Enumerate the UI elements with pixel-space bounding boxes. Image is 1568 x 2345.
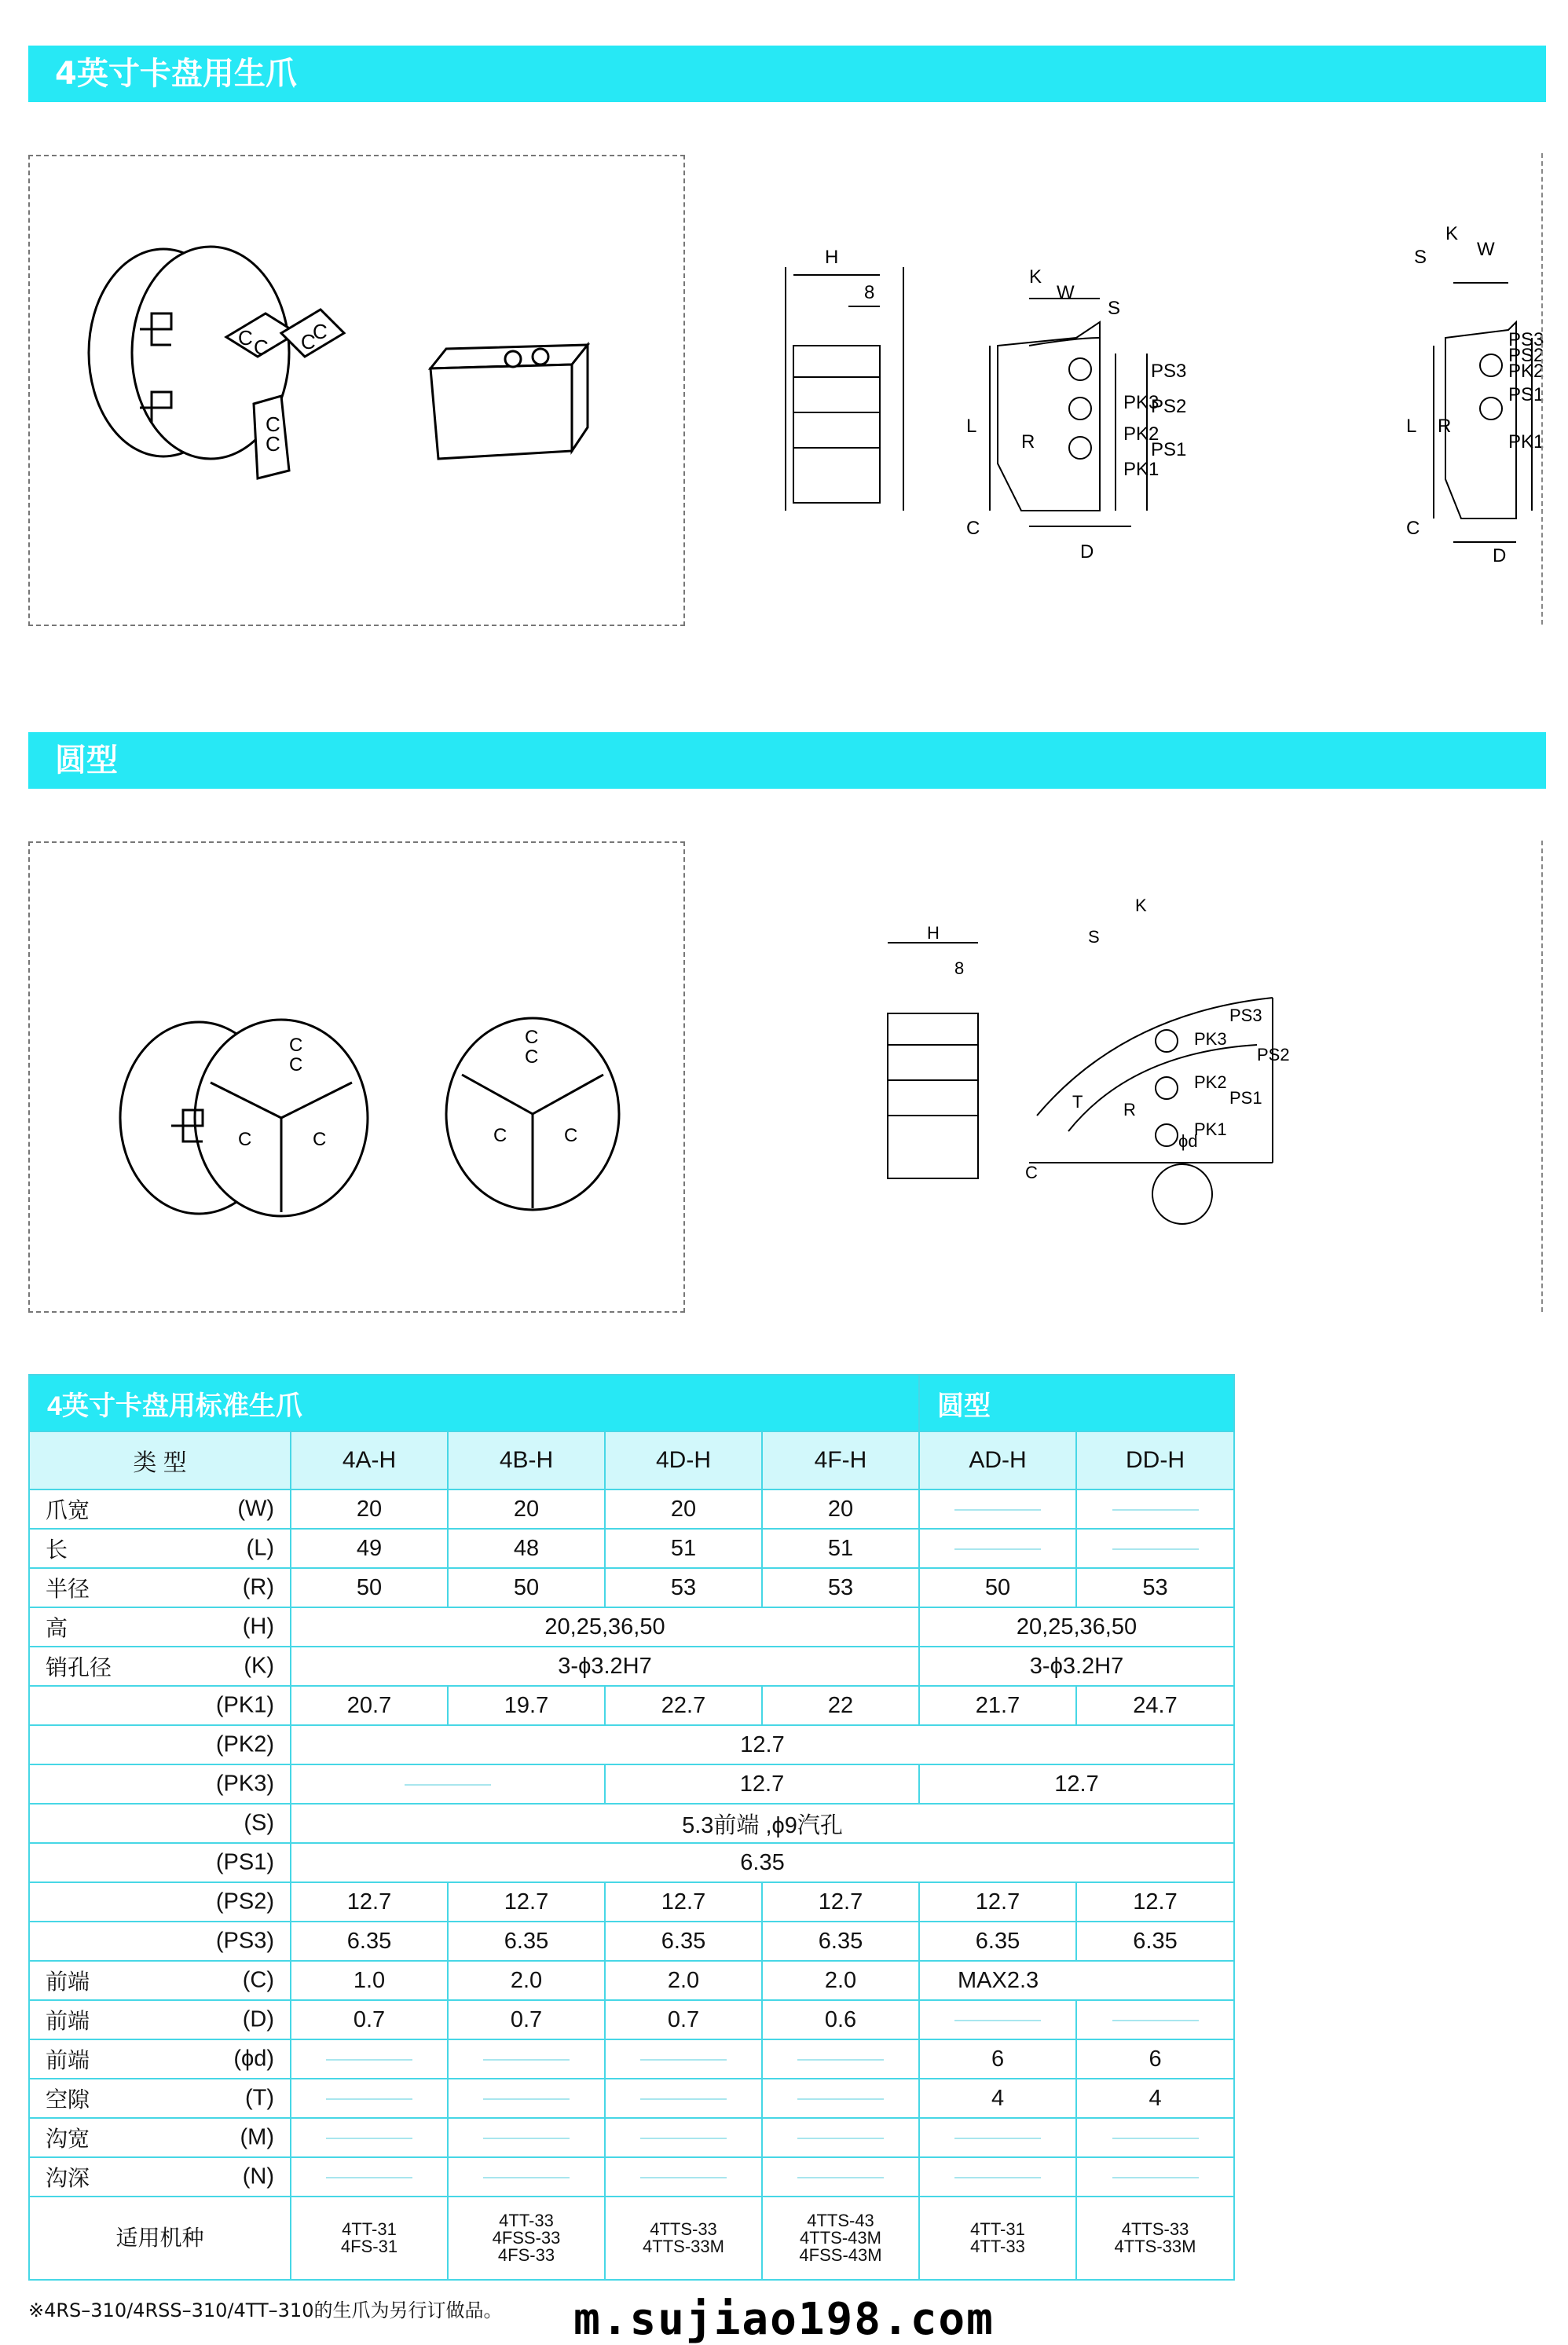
cell-empty <box>291 2039 448 2079</box>
machines-cell <box>1076 2197 1234 2280</box>
dim-k: K <box>1029 266 1042 288</box>
machine-model: 4FSS-43M <box>799 2245 882 2265</box>
cell: 12.7 <box>762 1882 919 1922</box>
cell: 53 <box>1076 1568 1234 1607</box>
cell-empty <box>291 2118 448 2157</box>
dim-ps3: PS3 <box>1151 361 1187 382</box>
dim-ps2: PS2 <box>1508 345 1544 366</box>
dim-d: D <box>1493 545 1507 566</box>
cell: 6.35 <box>291 1843 1234 1882</box>
table-row <box>29 1686 1234 1725</box>
cell: 12.7 <box>1076 1882 1234 1922</box>
dim-r: R <box>1123 1100 1136 1119</box>
machines-cell <box>448 2197 605 2280</box>
machine-model: 4TTS-33M <box>643 2237 724 2256</box>
dim-l: L <box>966 416 977 437</box>
table-row <box>29 1961 1234 2000</box>
table-row <box>29 2157 1234 2197</box>
jaw-illustration <box>30 156 683 625</box>
dim-k: K <box>1135 896 1147 915</box>
table-row <box>29 1922 1234 1961</box>
dim-l: L <box>1406 416 1417 437</box>
table-header-standard: 4英寸卡盘用标准生爪 <box>29 1375 919 1431</box>
cell: 6.35 <box>605 1922 762 1961</box>
row-symbol: (R) <box>242 1574 274 1600</box>
row-symbol: (PS2) <box>215 1889 274 1914</box>
table-row <box>29 2118 1234 2157</box>
table-row <box>29 1725 1234 1764</box>
table-row <box>29 2039 1234 2079</box>
cell-empty <box>448 2079 605 2118</box>
dim-c: C <box>966 518 980 539</box>
cell: 20,25,36,50 <box>919 1607 1234 1647</box>
round-jaw-illustration <box>30 843 683 1311</box>
cell: 2.0 <box>605 1961 762 2000</box>
machine-model: 4TTS-33M <box>1114 2237 1196 2256</box>
cell: 4 <box>919 2079 1076 2118</box>
dim-pk3: PK3 <box>1123 392 1160 413</box>
dim-8: 8 <box>864 282 875 303</box>
cc-mark: C <box>301 330 316 354</box>
row-label: 半径 <box>46 1576 90 1602</box>
cell-empty <box>919 1529 1076 1568</box>
dim-d: D <box>1080 541 1094 562</box>
machine-model: 4TTS-33 <box>650 2219 717 2239</box>
dim-pk1: PK1 <box>1508 431 1544 453</box>
cell: 19.7 <box>448 1686 605 1725</box>
cell: 49 <box>291 1529 448 1568</box>
row-label: 爪宽 <box>46 1497 90 1523</box>
dim-pk1: PK1 <box>1194 1119 1227 1139</box>
dim-t: T <box>1072 1092 1083 1112</box>
cc-mark: C <box>266 412 280 436</box>
cell-empty <box>762 2079 919 2118</box>
cc-mark: C <box>238 326 253 350</box>
machines-cell <box>919 2197 1076 2280</box>
type-4d-h: 4D-H <box>605 1431 762 1489</box>
cc-mark: C <box>289 1035 303 1056</box>
section-title-round <box>28 732 1546 789</box>
cell: 12.7 <box>919 1764 1234 1804</box>
cell-empty <box>1076 2000 1234 2039</box>
machines-cell <box>291 2197 448 2280</box>
machine-model: 4TT-33 <box>970 2237 1025 2256</box>
cell: 12.7 <box>291 1725 1234 1764</box>
cell-empty <box>605 2157 762 2197</box>
dim-pk2: PK2 <box>1194 1072 1227 1092</box>
machine-model: 4FS-33 <box>497 2245 555 2265</box>
cc-mark: C <box>493 1125 507 1146</box>
row-symbol: (D) <box>242 2006 274 2032</box>
cc-mark: C <box>313 1129 327 1150</box>
cell-empty <box>1076 1489 1234 1529</box>
cell: 0.7 <box>448 2000 605 2039</box>
table-row <box>29 1529 1234 1568</box>
row-symbol: (PS3) <box>215 1928 274 1954</box>
dim-pk1: PK1 <box>1123 459 1160 480</box>
dim-s: S <box>1108 298 1121 319</box>
table-row <box>29 1882 1234 1922</box>
cell: 6 <box>1076 2039 1234 2079</box>
cell: 6.35 <box>1076 1922 1234 1961</box>
row-symbol: (M) <box>240 2124 274 2150</box>
cell: 6 <box>919 2039 1076 2079</box>
cell-empty <box>605 2079 762 2118</box>
cell: 50 <box>919 1568 1076 1607</box>
cc-mark: C <box>313 320 328 343</box>
jaw-illustration-box <box>28 155 685 626</box>
cc-mark: C <box>564 1125 578 1146</box>
spec-table <box>28 1374 1235 2281</box>
row-label: 前端 <box>46 1969 90 1995</box>
cell: 12.7 <box>291 1882 448 1922</box>
cell: 0.6 <box>762 2000 919 2039</box>
footnote: ※4RS–310/4RSS–310/4TT–310的生爪为另行订做品。 <box>28 2299 503 2321</box>
cell: 51 <box>605 1529 762 1568</box>
dim-pk3: PK3 <box>1194 1029 1227 1049</box>
dim-s: S <box>1088 927 1100 947</box>
cell-empty <box>919 2157 1076 2197</box>
cell-empty <box>605 2118 762 2157</box>
table-row <box>29 1804 1234 1843</box>
machine-model: 4TT-33 <box>499 2211 554 2230</box>
cell: 51 <box>762 1529 919 1568</box>
cell-empty <box>762 2157 919 2197</box>
cell-empty <box>291 2079 448 2118</box>
cell: 3-ϕ3.2H7 <box>291 1647 919 1686</box>
row-symbol: (ϕd) <box>233 2046 274 2072</box>
cell: 20,25,36,50 <box>291 1607 919 1647</box>
cell-empty <box>448 2039 605 2079</box>
cell: 12.7 <box>605 1764 919 1804</box>
cell: 2.0 <box>448 1961 605 2000</box>
row-label: 前端 <box>46 2047 90 2073</box>
type-ad-h: AD-H <box>919 1431 1076 1489</box>
table-row <box>29 1489 1234 1529</box>
row-label: 销孔径 <box>46 1654 112 1680</box>
dim-pk2: PK2 <box>1123 423 1160 445</box>
row-symbol: (N) <box>242 2164 274 2189</box>
round-jaw-dimension-drawing <box>864 880 1335 1288</box>
row-label: 前端 <box>46 2008 90 2034</box>
machines-cell <box>762 2197 919 2280</box>
table-row <box>29 1607 1234 1647</box>
cell: 6.35 <box>919 1922 1076 1961</box>
dim-ps2: PS2 <box>1151 396 1187 417</box>
cc-mark: C <box>254 335 269 359</box>
cc-mark: C <box>238 1129 252 1150</box>
dim-ps3: PS3 <box>1229 1006 1262 1025</box>
cell: 22.7 <box>605 1686 762 1725</box>
cell: 48 <box>448 1529 605 1568</box>
dim-h: H <box>927 923 940 943</box>
type-4b-h: 4B-H <box>448 1431 605 1489</box>
cell: 50 <box>448 1568 605 1607</box>
cell: 6.35 <box>448 1922 605 1961</box>
page-edge-dashline <box>1541 841 1543 1312</box>
cell: 50 <box>291 1568 448 1607</box>
cell-empty <box>762 2118 919 2157</box>
cell-empty <box>762 2039 919 2079</box>
table-row <box>29 1568 1234 1607</box>
table-header-round: 圆型 <box>919 1375 1234 1431</box>
row-symbol: (L) <box>246 1535 274 1561</box>
machine-model: 4TTS-33 <box>1121 2219 1189 2239</box>
type-label: 类 型 <box>29 1431 291 1489</box>
cell: 12.7 <box>605 1882 762 1922</box>
table-row <box>29 2079 1234 2118</box>
row-symbol: (PK1) <box>215 1692 274 1718</box>
type-dd-h: DD-H <box>1076 1431 1234 1489</box>
row-symbol: (K) <box>244 1653 274 1679</box>
cc-mark: C <box>525 1027 539 1048</box>
row-label: 沟深 <box>46 2165 90 2191</box>
dim-c: C <box>1025 1163 1038 1182</box>
dim-ps1: PS1 <box>1229 1088 1262 1108</box>
page-edge-dashline <box>1541 153 1543 625</box>
dim-ps1: PS1 <box>1508 384 1544 405</box>
cell: 0.7 <box>291 2000 448 2039</box>
cell-empty <box>448 2157 605 2197</box>
cell: 4 <box>1076 2079 1234 2118</box>
dim-8: 8 <box>954 958 965 978</box>
section-title-jaws <box>28 46 1546 102</box>
cell: 24.7 <box>1076 1686 1234 1725</box>
row-label: 长 <box>46 1537 68 1563</box>
cell-empty <box>1076 1529 1234 1568</box>
cell-empty <box>919 2000 1076 2039</box>
cell: 6.35 <box>762 1922 919 1961</box>
cell: 53 <box>762 1568 919 1607</box>
row-symbol: (H) <box>242 1614 274 1640</box>
type-4f-h: 4F-H <box>762 1431 919 1489</box>
cell: 12.7 <box>919 1882 1076 1922</box>
cell-empty <box>291 1764 605 1804</box>
cell: 53 <box>605 1568 762 1607</box>
dim-phid: ϕd <box>1178 1131 1198 1151</box>
dim-ps3: PS3 <box>1508 329 1544 350</box>
machines-label: 适用机种 <box>29 2197 291 2280</box>
cc-mark: C <box>525 1046 539 1068</box>
watermark-url: m.sujiao198.com <box>573 2294 995 2345</box>
row-symbol: (S) <box>244 1810 274 1836</box>
table-row <box>29 1647 1234 1686</box>
machine-model: 4TTS-43 <box>807 2211 874 2230</box>
cell-empty <box>919 1489 1076 1529</box>
row-symbol: (PK3) <box>215 1771 274 1797</box>
cell: 20 <box>448 1489 605 1529</box>
row-symbol: (PK2) <box>215 1731 274 1757</box>
dim-k: K <box>1445 223 1459 244</box>
cell: 20 <box>291 1489 448 1529</box>
table-row <box>29 2000 1234 2039</box>
dim-w: W <box>1057 282 1075 303</box>
machine-model: 4TTS-43M <box>800 2228 881 2248</box>
section-title-text: 4英寸卡盘用生爪 <box>55 56 297 92</box>
cell: MAX2.3 <box>919 1961 1234 2000</box>
cell-empty <box>1076 2118 1234 2157</box>
dim-r: R <box>1438 416 1452 437</box>
dim-r: R <box>1021 431 1035 453</box>
cell: 20 <box>762 1489 919 1529</box>
dim-pk2: PK2 <box>1508 361 1544 382</box>
cell: 20 <box>605 1489 762 1529</box>
dim-h: H <box>825 247 839 268</box>
row-symbol: (T) <box>244 2085 274 2111</box>
table-row <box>29 2197 1234 2280</box>
row-label: 沟宽 <box>46 2126 90 2152</box>
machines-cell <box>605 2197 762 2280</box>
table-row <box>29 1843 1234 1882</box>
cell-empty <box>448 2118 605 2157</box>
cell: 6.35 <box>291 1922 448 1961</box>
row-symbol: (W) <box>237 1496 274 1522</box>
cell: 20.7 <box>291 1686 448 1725</box>
cell: 2.0 <box>762 1961 919 2000</box>
cell: 12.7 <box>448 1882 605 1922</box>
cell-empty <box>1076 2157 1234 2197</box>
row-symbol: (C) <box>242 1967 274 1993</box>
cell: 5.3前端 ,ϕ9汽孔 <box>291 1804 1234 1843</box>
dim-w: W <box>1477 239 1495 260</box>
cell-empty <box>919 2118 1076 2157</box>
cell: 22 <box>762 1686 919 1725</box>
row-label: 空隙 <box>46 2087 90 2112</box>
cc-mark: C <box>266 432 280 456</box>
cell-empty <box>291 2157 448 2197</box>
round-jaw-illustration-box <box>28 841 685 1313</box>
type-4a-h: 4A-H <box>291 1431 448 1489</box>
row-label: 高 <box>46 1615 68 1641</box>
cell: 3-ϕ3.2H7 <box>919 1647 1234 1686</box>
machine-model: 4FS-31 <box>340 2237 398 2256</box>
dim-ps2: PS2 <box>1257 1045 1290 1064</box>
jaw-dimension-drawings <box>770 196 1544 605</box>
cell: 21.7 <box>919 1686 1076 1725</box>
row-symbol: (PS1) <box>215 1849 274 1875</box>
dim-ps1: PS1 <box>1151 439 1187 460</box>
machine-model: 4TT-31 <box>342 2219 397 2239</box>
dim-s: S <box>1414 247 1427 268</box>
table-row <box>29 1764 1234 1804</box>
dim-c: C <box>1406 518 1420 539</box>
cell: 0.7 <box>605 2000 762 2039</box>
section-title-text: 圆型 <box>55 742 118 779</box>
cell: 1.0 <box>291 1961 448 2000</box>
cell-empty <box>605 2039 762 2079</box>
machine-model: 4TT-31 <box>970 2219 1025 2239</box>
cc-mark: C <box>289 1054 303 1075</box>
machine-model: 4FSS-33 <box>492 2228 561 2248</box>
